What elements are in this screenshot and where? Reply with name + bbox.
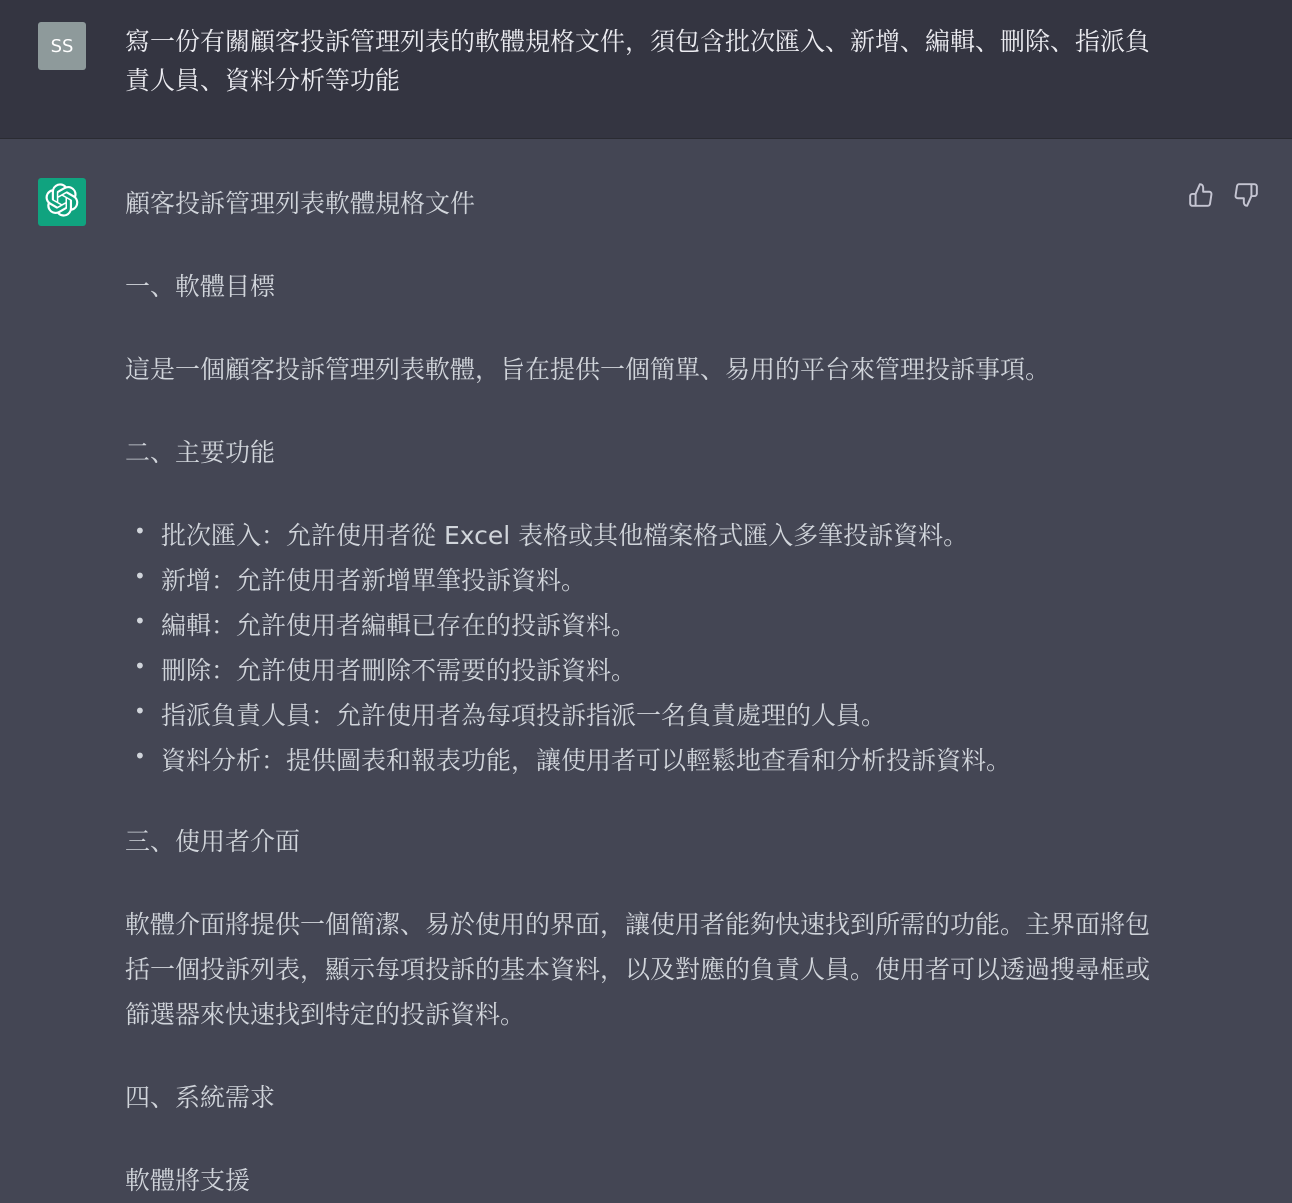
list-item: • 指派負責人員：允許使用者為每項投訴指派一名負責處理的人員。 xyxy=(125,693,1155,738)
list-item: • 資料分析：提供圖表和報表功能，讓使用者可以輕鬆地查看和分析投訴資料。 xyxy=(125,738,1155,783)
thumbs-down-button[interactable] xyxy=(1232,183,1260,211)
user-message-text: 寫一份有關顧客投訴管理列表的軟體規格文件，須包含批次匯入、新增、編輯、刪除、指派負責人員、資料分析等功能 xyxy=(125,27,1151,95)
section-heading-ui: 三、使用者介面 xyxy=(125,827,301,856)
user-message-row xyxy=(0,0,1292,139)
thumbs-down-icon xyxy=(1233,182,1259,212)
thumbs-up-button[interactable] xyxy=(1187,183,1215,211)
list-item: • 刪除：允許使用者刪除不需要的投訴資料。 xyxy=(125,648,1155,693)
section-heading-goal: 一、軟體目標 xyxy=(125,272,276,301)
section-heading-features: 二、主要功能 xyxy=(125,438,276,467)
section-body-goal: 這是一個顧客投訴管理列表軟體，旨在提供一個簡單、易用的平台來管理投訴事項。 xyxy=(125,355,1051,384)
section-body-requirements: 軟體將支援 xyxy=(125,1166,251,1195)
section-body-ui: 軟體介面將提供一個簡潔、易於使用的界面，讓使用者能夠快速找到所需的功能。主界面將包括一個投訴列表，顯示每項投訴的基本資料，以及對應的負責人員。使用者可以透過搜尋框或篩選器來快速找到特定的投訴資料。 xyxy=(125,910,1151,1029)
document-title: 顧客投訴管理列表軟體規格文件 xyxy=(125,189,476,218)
assistant-avatar xyxy=(38,178,86,226)
list-item: • 編輯：允許使用者編輯已存在的投訴資料。 xyxy=(125,603,1155,648)
user-avatar-initials: SS xyxy=(50,35,74,57)
user-avatar xyxy=(38,22,86,70)
list-item: • 批次匯入：允許使用者從 Excel 表格或其他檔案格式匯入多筆投訴資料。 xyxy=(125,513,1155,558)
assistant-message-row xyxy=(0,139,1292,1195)
section-heading-requirements: 四、系統需求 xyxy=(125,1083,276,1112)
list-item: • 新增：允許使用者新增單筆投訴資料。 xyxy=(125,558,1155,603)
openai-logo-icon xyxy=(45,183,79,221)
feature-list xyxy=(125,513,1155,783)
assistant-message-content xyxy=(125,181,1155,1203)
thumbs-up-icon xyxy=(1188,182,1214,212)
